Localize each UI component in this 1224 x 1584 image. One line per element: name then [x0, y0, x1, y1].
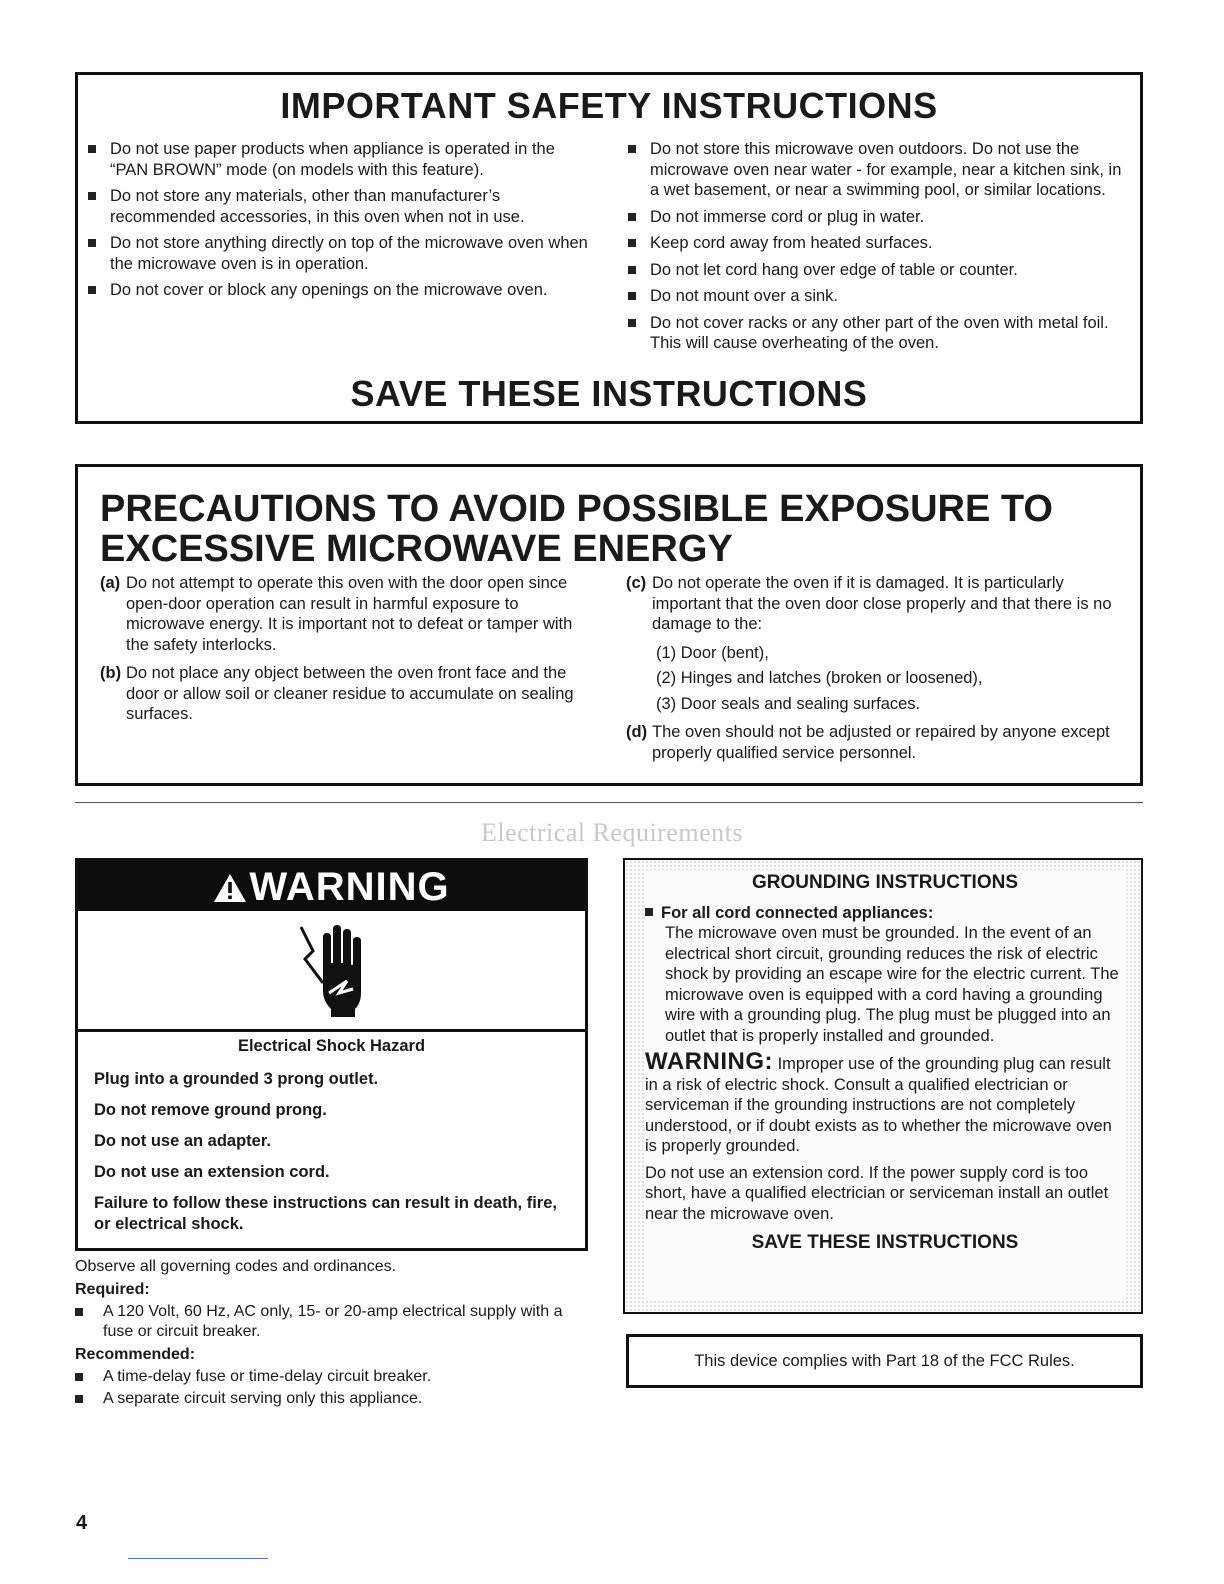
grounding-subtitle	[645, 904, 1125, 923]
fcc-notice-text: This device complies with Part 18 of the FCC Rules.	[694, 1352, 1075, 1370]
safety-list-right	[628, 139, 1123, 360]
recommended-label: Recommended:	[75, 1346, 196, 1363]
grounding-warning-text: Improper use of the grounding plug can result in a risk of electric shock. Consult a qualified electrician or serviceman if the grounding instructions are not completely understood, or if doubt exists as to whether the microwave oven is properly grounded.	[645, 1055, 1112, 1155]
safety-item: Do not cover racks or any other part of the oven with metal foil. This will cause overheating of the oven.	[628, 313, 1123, 354]
fcc-notice-box	[626, 1334, 1143, 1388]
warning-line: Plug into a grounded 3 prong outlet.	[94, 1070, 379, 1088]
warning-instructions	[94, 1069, 574, 1245]
safety-item: Keep cord away from heated surfaces.	[628, 233, 1123, 254]
precaution-label: (d)	[626, 723, 648, 741]
hazard-icon-area	[78, 911, 585, 1032]
precaution-c	[626, 573, 1126, 635]
warning-line: Do not remove ground prong.	[94, 1101, 327, 1119]
grounding-warning	[645, 1048, 1125, 1157]
bullet-square-icon	[645, 908, 653, 916]
required-item: A 120 Volt, 60 Hz, AC only, 15- or 20-amp electrical supply with a fuse or circuit breaker.	[75, 1302, 595, 1342]
safety-instructions-box	[75, 72, 1143, 424]
precaution-a	[100, 573, 590, 655]
extension-cord-paragraph: Do not use an extension cord. If the power supply cord is too short, have a qualified electrician or serviceman install an outlet near the microwave oven.	[645, 1163, 1109, 1223]
warning-line: Failure to follow these instructions can result in death, fire, or electrical shock.	[94, 1194, 557, 1233]
grounding-content	[645, 870, 1125, 1300]
safety-item: Do not cover or block any openings on the microwave oven.	[88, 280, 588, 301]
safety-title: IMPORTANT SAFETY INSTRUCTIONS	[280, 85, 938, 126]
safety-item: Do not mount over a sink.	[628, 286, 1123, 307]
precaution-text: Do not attempt to operate this oven with the door open since open-door operation can result in harmful exposure to microwave energy. It is important not to defeat or tamper with the safety interlocks.	[126, 574, 573, 654]
grounding-warning-label: WARNING:	[645, 1048, 773, 1075]
precaution-label: (b)	[100, 664, 122, 682]
footer-line	[128, 1558, 268, 1559]
grounding-title: GROUNDING INSTRUCTIONS	[752, 872, 1018, 893]
precaution-d	[626, 722, 1126, 763]
grounding-instructions-box	[623, 858, 1143, 1314]
warning-line: Do not use an extension cord.	[94, 1163, 330, 1181]
safety-item: Do not store any materials, other than manufacturer’s recommended accessories, in this oven when not in use.	[88, 186, 588, 227]
save-instructions-heading: SAVE THESE INSTRUCTIONS	[350, 373, 868, 414]
precaution-subitem: (3) Door seals and sealing surfaces.	[656, 694, 921, 713]
precaution-b	[100, 663, 590, 725]
safety-item: Do not use paper products when appliance is operated in the “PAN BROWN” mode (on models with this feature).	[88, 139, 588, 180]
precaution-text: Do not place any object between the oven front face and the door or allow soil or cleaner residue to accumulate on sealing surfaces.	[126, 664, 574, 723]
page-number: 4	[76, 1512, 88, 1534]
precaution-text: The oven should not be adjusted or repaired by anyone except properly qualified service personnel.	[652, 723, 1110, 762]
precautions-box	[75, 464, 1143, 786]
warning-banner-text: WARNING	[249, 865, 450, 909]
precaution-label: (c)	[626, 574, 647, 592]
precaution-label: (a)	[100, 574, 121, 592]
recommended-item: A separate circuit serving only this appliance.	[75, 1389, 595, 1409]
electrical-notes	[75, 1257, 595, 1409]
safety-item: Do not store this microwave oven outdoors. Do not use the microwave oven near water - for example, near a kitchen sink, in a wet basement, or near a swimming pool, or similar locations.	[628, 139, 1123, 201]
required-label: Required:	[75, 1281, 150, 1298]
section-divider	[75, 802, 1143, 803]
precaution-subitem: (2) Hinges and latches (broken or loosened),	[656, 669, 983, 687]
precautions-left-column	[100, 573, 590, 733]
warning-line: Do not use an adapter.	[94, 1132, 271, 1150]
grounding-paragraph: The microwave oven must be grounded. In the event of an electrical short circuit, grounding reduces the risk of electric shock by providing an escape wire for the electric current. The microwave oven is equipped with a cord having a grounding wire with a grounding plug. The plug must be plugged into an outlet that is properly installed and grounded.	[665, 924, 1119, 1045]
safety-item: Do not immerse cord or plug in water.	[628, 207, 1123, 228]
precautions-title: PRECAUTIONS TO AVOID POSSIBLE EXPOSURE TO EXCESSIVE MICROWAVE ENERGY	[100, 488, 1053, 570]
recommended-item: A time-delay fuse or time-delay circuit breaker.	[75, 1367, 595, 1387]
safety-list-left	[88, 139, 588, 307]
safety-item: Do not store anything directly on top of the microwave oven when the microwave oven is in operation.	[88, 233, 588, 274]
warning-banner	[78, 861, 585, 911]
warning-triangle-icon	[213, 873, 247, 903]
precautions-right-column	[626, 573, 1126, 771]
hazard-title: Electrical Shock Hazard	[237, 1037, 426, 1055]
electrical-shock-hazard-icon	[293, 919, 373, 1019]
warning-box	[75, 858, 588, 1251]
observe-text: Observe all governing codes and ordinances.	[75, 1258, 397, 1275]
electrical-requirements-heading: Electrical Requirements	[480, 818, 743, 847]
safety-item: Do not let cord hang over edge of table or counter.	[628, 260, 1123, 281]
precaution-text: Do not operate the oven if it is damaged. It is particularly important that the oven door close properly and that there is no damage to the:	[652, 574, 1112, 633]
grounding-subtitle-text: For all cord connected appliances:	[661, 904, 934, 922]
grounding-save-heading: SAVE THESE INSTRUCTIONS	[751, 1232, 1019, 1253]
precaution-subitem: (1) Door (bent),	[656, 643, 769, 662]
